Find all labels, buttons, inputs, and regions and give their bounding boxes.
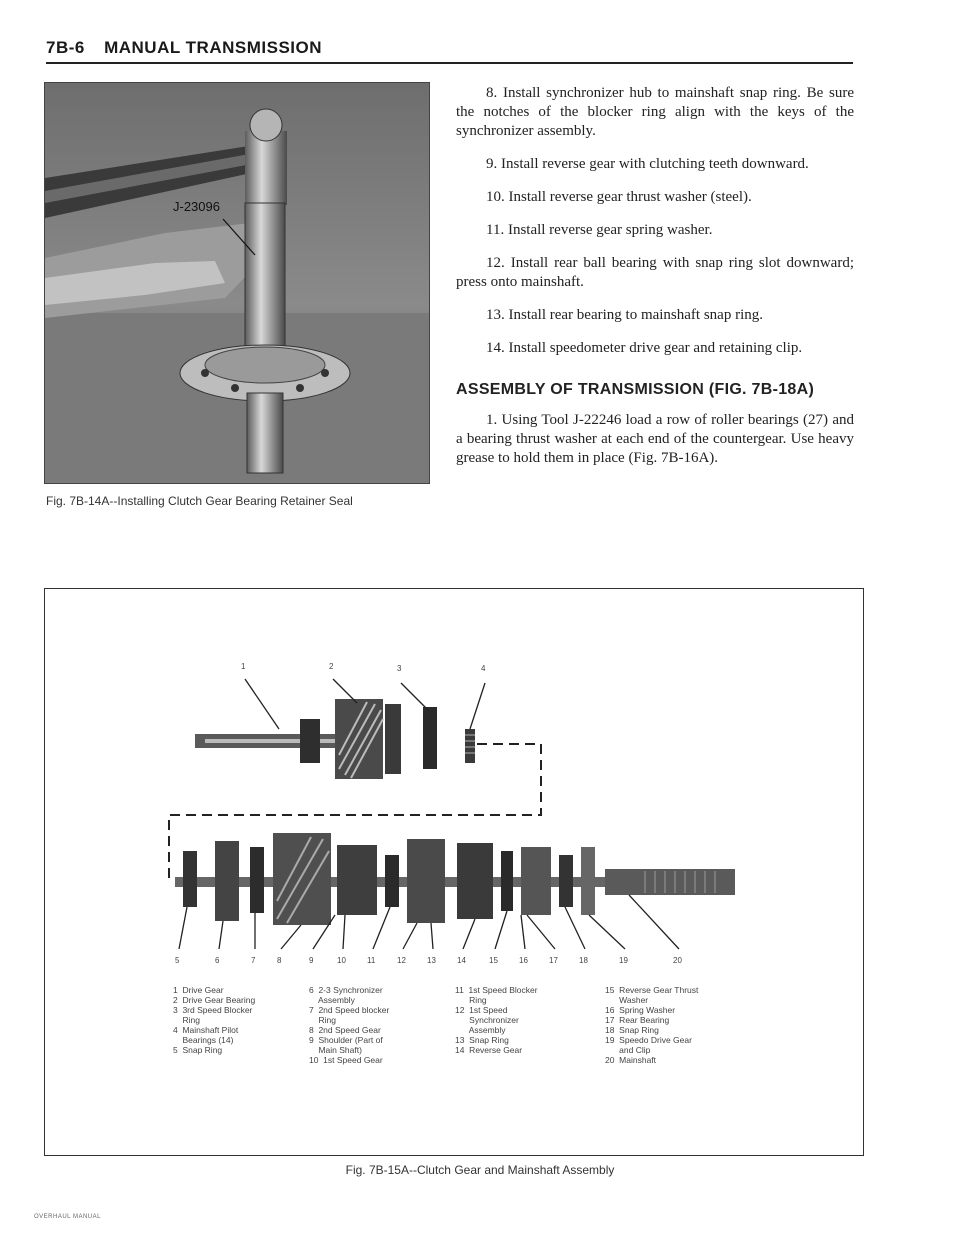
assembly-step-1: 1. Using Tool J-22246 load a row of roller bearings (27) and a bearing thrust washer at each end of the countergear. Use heavy grease to hold them in place (Fig. 7B-16A). [456,412,854,466]
section-heading: ASSEMBLY OF TRANSMISSION (FIG. 7B-18A) [456,381,815,398]
callout-6: 6 [215,956,220,965]
legend-col-4 [605,985,698,1065]
legend-item: 2 Drive Gear Bearing [173,995,256,1005]
step-14: 14. Install speedometer drive gear and retaining clip. [486,340,803,356]
legend-item: Assembly [309,995,355,1005]
callout-3: 3 [397,664,402,673]
legend-item: 8 2nd Speed Gear [309,1025,381,1035]
header-rule [46,62,853,64]
legend-item: 3 3rd Speed Blocker [173,1005,253,1015]
callout-1: 1 [241,662,246,671]
legend-col-2 [309,985,389,1065]
callout-18: 18 [579,956,588,965]
legend-item: 6 2-3 Synchronizer [309,985,383,995]
legend-item: 17 Rear Bearing [605,1015,670,1025]
legend-item: Bearings (14) [173,1035,234,1045]
callout-9: 9 [309,956,314,965]
step-13: 13. Install rear bearing to mainshaft snap ring. [486,307,764,323]
legend-item: Washer [605,995,649,1005]
callout-17: 17 [549,956,558,965]
figure2-caption: Fig. 7B-15A--Clutch Gear and Mainshaft Assembly [345,1163,615,1177]
step-9: 9. Install reverse gear with clutching teeth downward. [486,156,809,172]
callout-20: 20 [673,956,682,965]
footer-label: OVERHAUL MANUAL [34,1214,101,1220]
step-10: 10. Install reverse gear thrust washer (steel). [486,189,752,205]
callout-2: 2 [329,662,334,671]
callout-14: 14 [457,956,466,965]
legend-item: 12 1st Speed [455,1005,508,1015]
figure1-caption: Fig. 7B-14A--Installing Clutch Gear Bearing Retainer Seal [46,494,353,508]
legend-item: and Clip [605,1045,651,1055]
callout-7: 7 [251,956,256,965]
legend-item: 5 Snap Ring [173,1045,223,1055]
exploded-diagram [44,588,864,1156]
step-8: 8. Install synchronizer hub to mainshaft snap ring. Be sure the notches of the blocker ring align with the keys of the synchronizer assembly. [456,85,854,139]
legend-item: 4 Mainshaft Pilot [173,1025,239,1035]
legend-item: 19 Speedo Drive Gear [605,1035,692,1045]
step-11: 11. Install reverse gear spring washer. [486,222,713,238]
legend-item: Ring [455,995,487,1005]
mainshaft-assembly [175,833,735,925]
legend-item: 20 Mainshaft [605,1055,657,1065]
legend-item: Ring [309,1015,336,1025]
legend-item: 1 Drive Gear [173,985,224,995]
photo-installing-seal [44,82,430,484]
legend-item: 11 1st Speed Blocker [455,985,538,995]
page-header [46,38,322,58]
legend-item: Synchronizer [455,1015,519,1025]
legend-col-3 [455,985,538,1055]
drive-gear-assembly [195,699,475,779]
legend-item: Main Shaft) [309,1045,362,1055]
legend-item: Assembly [455,1025,506,1035]
legend-item: 15 Reverse Gear Thrust [605,985,699,995]
legend-item: 14 Reverse Gear [455,1045,523,1055]
legend-item: Ring [173,1015,200,1025]
legend-item: 7 2nd Speed blocker [309,1005,390,1015]
callout-4: 4 [481,664,486,673]
tool-label: J-23096 [173,199,220,214]
callout-8: 8 [277,956,282,965]
callout-11: 11 [367,956,376,965]
callout-19: 19 [619,956,628,965]
callout-10: 10 [337,956,346,965]
legend-item: 9 Shoulder (Part of [309,1035,383,1045]
step-12: 12. Install rear ball bearing with snap ring slot downward; press onto mainshaft. [456,255,854,290]
legend-item: 16 Spring Washer [605,1005,676,1015]
callout-16: 16 [519,956,528,965]
legend-col-1 [173,985,255,1055]
page-number: 7B-6 [46,38,85,57]
callout-13: 13 [427,956,436,965]
legend-item: 18 Snap Ring [605,1025,659,1035]
chapter-title: MANUAL TRANSMISSION [104,38,323,57]
text-column [456,84,854,482]
callout-5: 5 [175,956,180,965]
legend-item: 10 1st Speed Gear [309,1055,383,1065]
callout-15: 15 [489,956,498,965]
legend-item: 13 Snap Ring [455,1035,509,1045]
callout-12: 12 [397,956,406,965]
